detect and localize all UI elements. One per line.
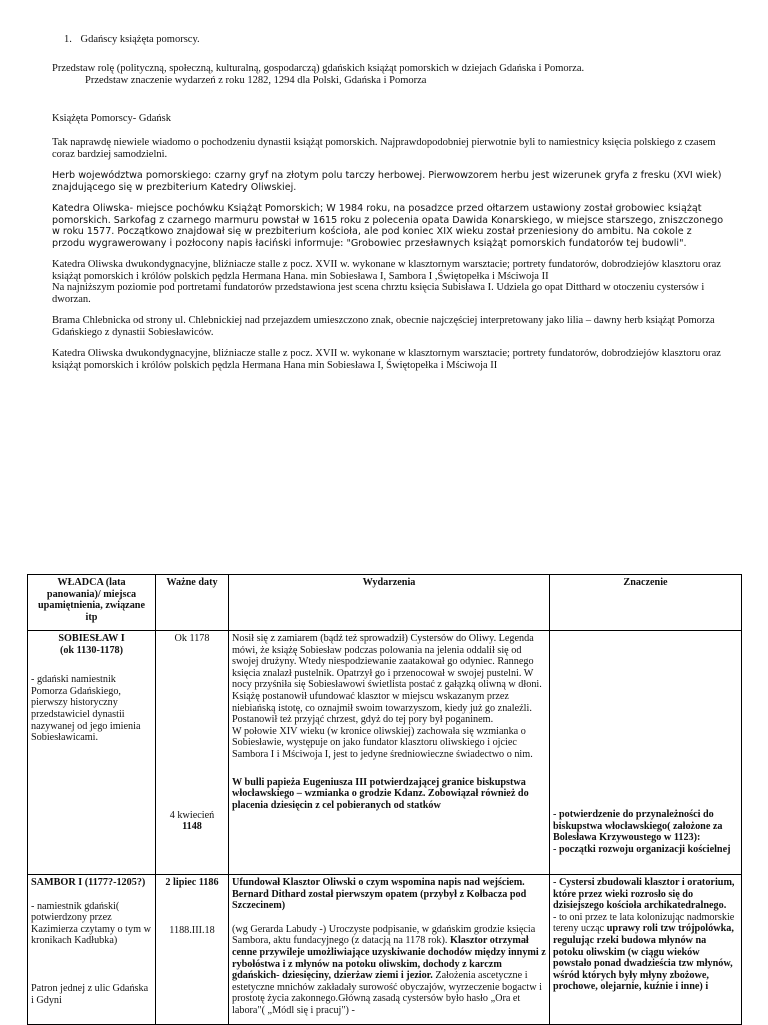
ruler-reign: (ok 1130-1178) (59, 644, 124, 656)
header-ruler: WŁADCA (lata panowania)/ miejsca upamiętnienia, związane itp (28, 575, 156, 631)
date-1148: 1148 (182, 821, 202, 833)
event-foundation: Ufundował Klasztor Oliwski o czym wspomina napis nad wejściem. Bernard Dithard został pierwszym opatem (przybył z Kołbacza pod Szczecinem) (232, 877, 527, 912)
event-charter-text: (wg Gerarda Labudy -) Uroczyste podpisanie, w gdańskim grodzie księcia Sambora, aktu fundacyjnego (z datacją na 1178 rok). (232, 923, 536, 947)
event-bulla: W bulli papieża Eugeniusza III potwierdzającej granice biskupstwa włocławskiego – wzmianka o grodzie Kdanz. Zobowiązał również do placenia dziesięcin z cel pobieranych od statków (232, 776, 529, 811)
ruler-description: - gdański namiestnik Pomorza Gdańskiego, pierwszy historyczny przedstawiciel dynastii nazywanej od jego imienia Sobiesławicami. (31, 674, 141, 744)
ruler-cell-sobieslaw (28, 631, 156, 875)
events-cell-sambor (229, 875, 550, 1025)
paragraph-oliwa-tomb: Katedra Oliwska- miejsce pochówku Książąt Pomorskich; W 1984 roku, na posadzce przed ołtarzem ustawiony został grobowiec książąt pomorskich. Sarkofag z czarnego marmuru powstał w 1615 roku z polecenia opata Dawida Konarskiego, w miejsce starszego, zniszczonego w roku 1577. Początkowo znajdował się w prezbiterium kościoła, ale pod koniec XIX wieku został przeniesiony do ambitu. Na cokole z przodu wygrawerowany i pozłocony napis łaciński informuje: "Grobowiec przesławnych książąt pomorskich fundatorów tej budowli". (52, 203, 724, 249)
intro-line-2: Przedstaw znaczenie wydarzeń z roku 1282, 1294 dla Polski, Gdańska i Pomorza (85, 74, 427, 86)
table-header-row (28, 575, 742, 631)
event-charter-rule: Założenia ascetyczne i estetyczne mnichów zakładały surowość obyczajów, wyrzeczenie bogactw i prostotę życia zakonnego.Główną zasadą cystersów było hasło „Ora et labora"( „Módl się i pracuj") - (232, 970, 542, 1016)
event-charter-privileges: Klasztor otrzymał cenne przywileje umożliwiające uzyskiwanie dochodów między innymi z rybołóstwa i z młynów na potoku oliwskim, dochody z karczm gdańskich- dziesięciny, dzierżaw ziemi i jezior. (232, 935, 546, 982)
event-chronicle: W połowie XIV wieku (w kronice oliwskiej) zachowała się wzmianka o Sobiesławie, występuje on jako fundator klasztoru oliwskiego i ojciec Sambora I i Mściwoja I, jest to jedyne średniowieczne świadectwo o nim. (232, 725, 533, 760)
date-4-kwiecien: 4 kwiecień (169, 809, 215, 821)
ruler-patron: Patron jednej z ulic Gdańska i Gdyni (31, 982, 149, 1006)
header-dates: Ważne daty (156, 575, 229, 631)
meaning-bishopric: - potwierdzenie do przynależności do biskupstwa włocławskiego( założone za Bolesława Krzywoustego w 1123): (553, 809, 723, 844)
heading-number: 1. (64, 34, 72, 45)
dates-cell-sambor (156, 875, 229, 1025)
paragraph-baptism: Na najniższym poziomie pod portretami fundatorów przedstawiona jest scena chrztu księcia Subisława I. Udziela go opat Ditthard w otoczeniu cystersów i dworzan. (52, 282, 705, 305)
paragraph-coat-of-arms: Herb województwa pomorskiego: czarny gryf na złotym polu tarczy herbowej. Pierwowzorem herbu jest wizerunek gryfa z fresku (XVI wiek) znajdującego się w prezbiterium Katedry Oliwskiej. (52, 170, 722, 193)
numbered-heading (64, 34, 200, 46)
meaning-cistercians: - Cystersi zbudowali klasztor i oratorium, które przez wieki rozrosło się do dzisiejszego kościoła archikatedralnego. (553, 877, 735, 912)
ruler-name: SOBIESŁAW I (58, 633, 125, 644)
paragraph-stalls: Katedra Oliwska dwukondygnacyjne, bliźniacze stalle z pocz. XVII w. wykonane w klasztornym warsztacie; portrety fundatorów, dobrodziejów klasztoru oraz książąt pomorskich i królów polskich pędzla Hermana Hana. min Sobiesława I, Sambora I ,Świętopełka i Mściwoja II (52, 259, 721, 282)
section-title: Książęta Pomorscy- Gdańsk (52, 113, 171, 124)
meaning-cell-sobieslaw (550, 631, 742, 875)
ruler-name: SAMBOR I (1177?-1205?) (31, 877, 146, 888)
intro-line-1: Przedstaw rolę (polityczną, społeczną, kulturalną, gospodarczą) gdańskich książąt pomorskich w dziejach Gdańska i Pomorza. (52, 63, 585, 74)
date-2-lipiec-1186: 2 lipiec 1186 (165, 877, 219, 888)
events-cell-sobieslaw (229, 631, 550, 875)
date-1188: 1188.III.18 (169, 924, 215, 936)
paragraph-stalls-repeat: Katedra Oliwska dwukondygnacyjne, bliźniacze stalle z pocz. XVII w. wykonane w klasztornym warsztacie; portrety fundatorów, dobrodziejów klasztoru oraz książąt pomorskich i królów polskich pędzla Hermana Hana min Sobiesława I, Świętopełka i Mściwoja II (52, 348, 721, 371)
header-meaning: Znaczenie (550, 575, 742, 631)
date-ok-1178: Ok 1178 (174, 633, 210, 644)
dates-cell-sobieslaw (156, 631, 229, 875)
ruler-cell-sambor (28, 875, 156, 1025)
intro-task (52, 63, 742, 86)
event-charter (232, 924, 546, 1017)
rulers-table (27, 574, 742, 1025)
header-events: Wydarzenia (229, 575, 550, 631)
meaning-colonization (553, 912, 738, 993)
meaning-colonization-text: - to oni przez te lata kolonizując nadmorskie tereny ucząc (553, 911, 735, 935)
event-legend: Nosił się z zamiarem (bądź też sprowadził) Cystersów do Oliwy. Legenda mówi, że książę Sobiesław podczas polowania na jelenia oddalił się od swojej drużyny. Wtedy niespodziewanie zaatakował go odyniec. Rannego księcia znalazł pustelnik. Opatrzył go i przenocował w swojej pustelni. W nocy przyśniła się Sobiesławowi świetlista postać z gałązką oliwną w dłoni. Książę postanowił ufundować klasztor w miejscu wskazanym przez niebiańską istotę, co oznajmił swoim towarzyszom, kiedy już go znaleźli. Postanowił też przyjąć chrzest, gdyż do tej pory był poganinem. (232, 633, 542, 726)
body-text (52, 137, 727, 371)
paragraph-brama-chlebnicka: Brama Chlebnicka od strony ul. Chlebnickiej nad przejazdem umieszczono znak, obecnie najczęściej interpretowany jako lilia – dawny herb książąt Pomorza Gdańskiego z dynastii Sobiesławiców. (52, 315, 715, 338)
meaning-colonization-bold: uprawy roli tzw trójpolówka, regulując rzeki budowa młynów na potoku oliwskim (w ciągu wieków powstało ponad dwadzieścia tzw młynów, wśród których były młyny zbożowe, prochowe, olejarnie, kuźnie i inne) i (553, 923, 734, 993)
table-row (28, 631, 742, 875)
heading-title: Gdańscy książęta pomorscy. (80, 34, 200, 45)
meaning-church-organization: - początki rozwoju organizacji kościelnej (553, 843, 731, 855)
paragraph-origin: Tak naprawdę niewiele wiadomo o pochodzeniu dynastii książąt pomorskich. Najprawdopodobniej pierwotnie byli to namiestnicy księcia polskiego z czasem coraz bardziej samodzielni. (52, 137, 716, 160)
table-row (28, 875, 742, 1025)
ruler-description: - namiestnik gdański( potwierdzony przez Kazimierza czytamy o tym w kronikach Kadłubka) (31, 900, 151, 947)
meaning-cell-sambor (550, 875, 742, 1025)
